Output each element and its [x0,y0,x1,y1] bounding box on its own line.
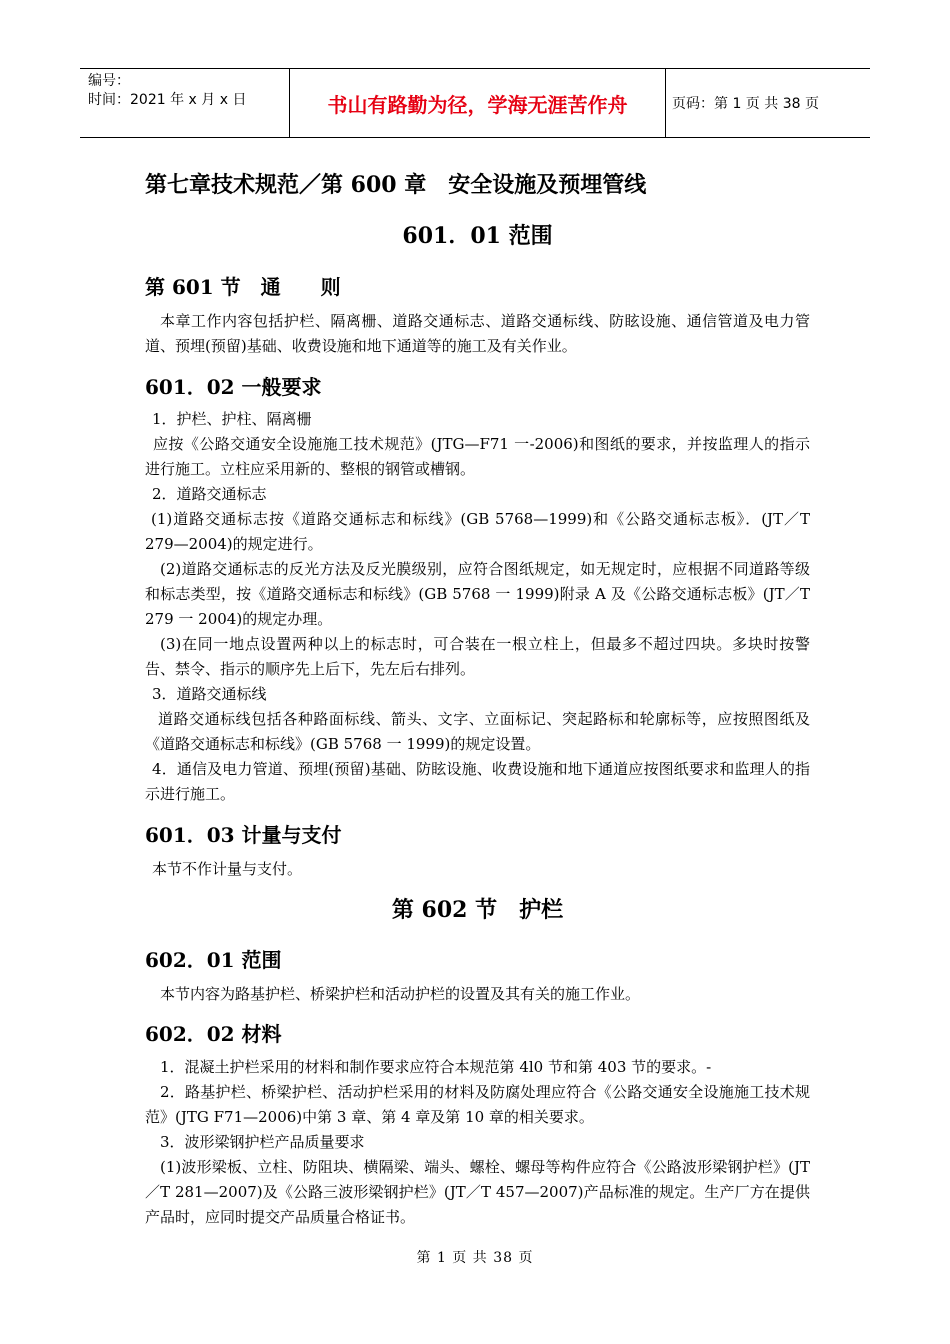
section-601-03-text: 本节不作计量与支付。 [152,860,303,878]
material-item-2-block [145,1080,810,1130]
item-1-text: 应按《公路交通安全设施施工技术规范》(JTG—F71 一-2006)和图纸的要求，并按监理人的指示进行施工。立柱应采用新的、整根的钢管或槽钢。 [145,435,810,478]
section-601-03-heading: 601．03 计量与支付 [145,823,342,847]
number-label: 编号： [88,73,130,89]
item-2-p2-block [145,557,810,632]
page-header [80,68,870,138]
section-601-02-heading: 601．02 一般要求 [145,375,322,399]
item-4-text: 4．通信及电力管道、预埋(预留)基础、防眩设施、收费设施和地下通道应按图纸要求和监理人的指示进行施工。 [145,760,810,803]
item-3-block [145,707,810,757]
item-1-title: 1．护栏、护柱、隔离栅 [152,410,312,428]
section-602-01-heading: 602．01 范围 [145,948,282,972]
item-2-paragraph-2: (2)道路交通标志的反光方法及反光膜级别，应符合图纸规定，如无规定时，应根据不同道路等级和标志类型，按《道路交通标志和标线》(GB 5768 一 1999)附录 A 及《公路交通标志板》(JT／T 279 一 2004)的规定办理。 [145,560,810,628]
item-4-block [145,757,810,807]
chapter-title: 第七章技术规范／第 600 章 安全设施及预埋管线 [145,172,647,198]
item-2-p1-block [145,507,810,557]
item-2-p3-block [145,632,810,682]
section-602-heading: 第 602 节 护栏 [391,897,564,923]
header-motto: 书山有路勤为径，学海无涯苦作舟 [290,69,666,137]
date-line: 时间：2021 年 x 月 x 日 [88,92,247,108]
material-item-2: 2．路基护栏、桥梁护栏、活动护栏采用的材料及防腐处理应符合《公路交通安全设施施工技术规范》(JTG F71—2006)中第 3 章、第 4 章及第 10 章的相关要求。 [145,1083,810,1126]
section-602-01-text: 本节内容为路基护栏、桥梁护栏和活动护栏的设置及其有关的施工作业。 [160,985,641,1003]
section-601-heading: 第 601 节 通 则 [145,275,341,299]
item-3-text: 道路交通标线包括各种路面标线、箭头、文字、立面标记、突起路标和轮廓标等，应按照图纸及《道路交通标志和标线》(GB 5768 一 1999)的规定设置。 [145,710,810,753]
item-2-paragraph-1: (1)道路交通标志按《道路交通标志和标线》(GB 5768—1999)和《公路交通标志板》．(JT／T 279—2004)的规定进行。 [145,510,810,553]
item-3-title: 3．道路交通标线 [152,685,267,703]
item-1-block [145,432,810,482]
material-item-3-block [145,1155,810,1230]
header-page-info: 页码：第 1 页 共 38 页 [672,96,819,112]
material-item-3-paragraph-1: (1)波形梁板、立柱、防阻块、横隔梁、端头、螺栓、螺母等构件应符合《公路波形梁钢护栏》(JT／T 281—2007)及《公路三波形梁钢护栏》(JT／T 457—2007)产品标准的规定。生产厂方在提供产品时，应同时提交产品质量合格证书。 [145,1158,810,1226]
item-2-paragraph-3: (3)在同一地点设置两种以上的标志时，可合装在一根立柱上，但最多不超过四块。多块时按警告、禁令、指示的顺序先上后下，先左后右排列。 [145,635,810,678]
material-item-1: 1．混凝土护栏采用的材料和制作要求应符合本规范第 4l0 节和第 403 节的要求。- [160,1058,712,1076]
item-2-title: 2．道路交通标志 [152,485,267,503]
intro-paragraph: 本章工作内容包括护栏、隔离栅、道路交通标志、道路交通标线、防眩设施、通信管道及电力管道、预埋(预留)基础、收费设施和地下通道等的施工及有关作业。 [145,312,810,355]
section-602-02-heading: 602．02 材料 [145,1022,282,1046]
header-meta [80,69,290,137]
section-601-intro [145,309,810,359]
page-footer: 第 1 页 共 38 页 [416,1250,534,1266]
material-item-3-title: 3．波形梁钢护栏产品质量要求 [160,1133,365,1151]
section-601-01-heading: 601．01 范围 [402,223,553,249]
